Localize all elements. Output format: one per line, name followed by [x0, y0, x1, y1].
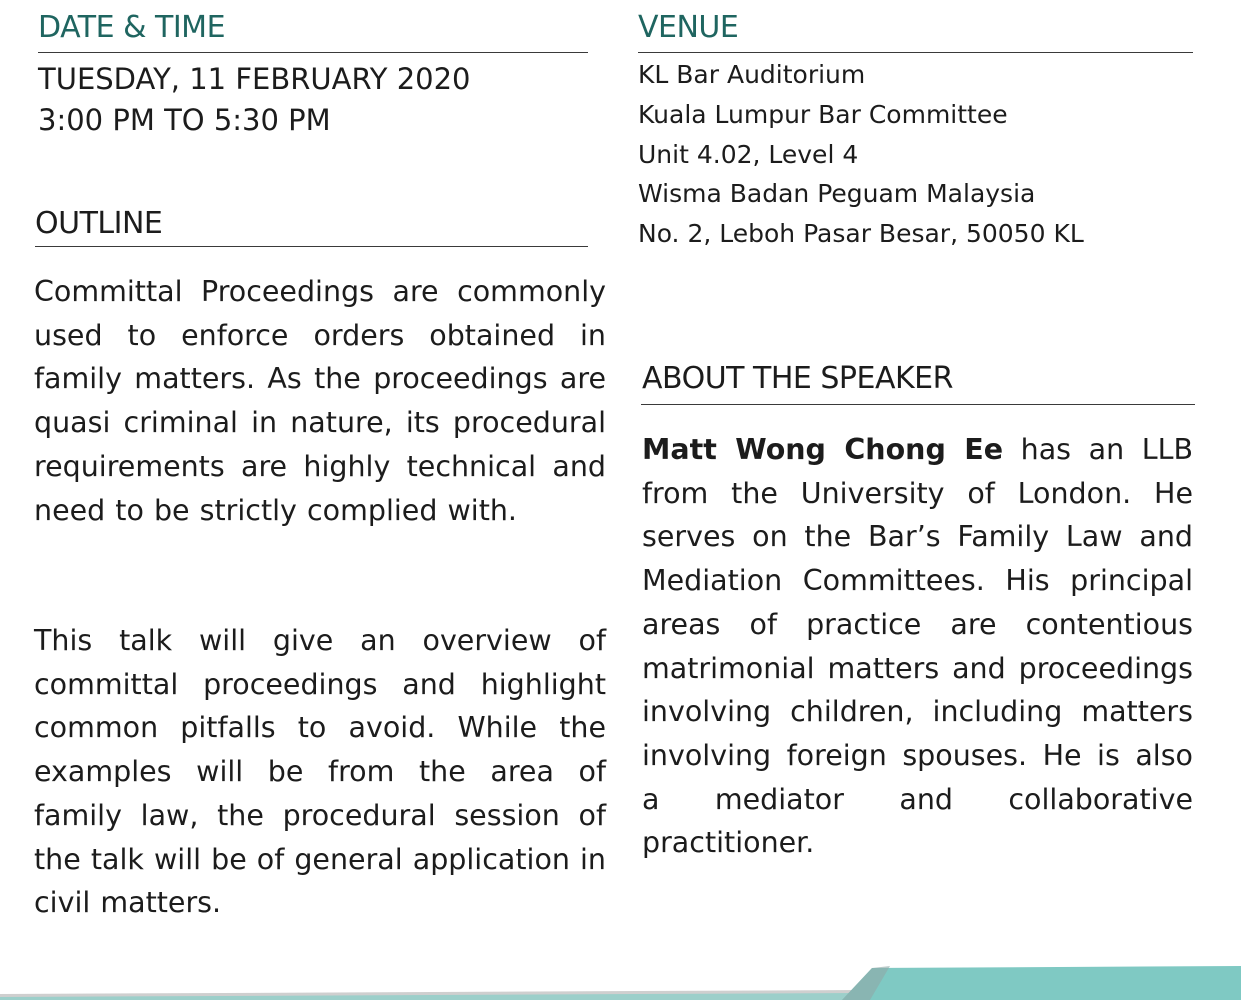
- date-time-rule: [38, 52, 588, 53]
- footer-shapes: [0, 960, 1241, 1000]
- event-date: TUESDAY, 11 FEBRUARY 2020: [38, 62, 471, 96]
- outline-rule: [35, 246, 588, 247]
- outline-heading: OUTLINE: [35, 206, 163, 241]
- venue-line: Unit 4.02, Level 4: [638, 140, 859, 169]
- speaker-bio: [642, 428, 1193, 865]
- speaker-bio-text: has an LLB from the University of London. He serves on the Bar’s Family Law and Mediation Committees. His principal areas of practice are contentious matrimonial matters and proceedings involving children, including matters involving foreign spouses. He is also a mediator and collaborative practitioner.: [642, 433, 1193, 860]
- venue-line: KL Bar Auditorium: [638, 60, 866, 89]
- footer-teal-wedge: [842, 966, 1241, 1000]
- date-time-heading: DATE & TIME: [38, 10, 226, 45]
- venue-rule: [638, 52, 1193, 53]
- venue-line: No. 2, Leboh Pasar Besar, 50050 KL: [638, 219, 1084, 248]
- venue-line: Kuala Lumpur Bar Committee: [638, 100, 1008, 129]
- outline-paragraph-1: Committal Proceedings are commonly used to enforce orders obtained in family matters. As the proceedings are quasi criminal in nature, its procedural requirements are highly technical and need to be strictly complied with.: [34, 275, 606, 527]
- speaker-rule: [641, 404, 1195, 405]
- venue-heading: VENUE: [638, 10, 739, 45]
- footer-decoration: [0, 960, 1241, 1000]
- venue-line: Wisma Badan Peguam Malaysia: [638, 179, 1036, 208]
- speaker-name: Matt Wong Chong Ee: [642, 433, 1004, 466]
- event-time: 3:00 PM TO 5:30 PM: [38, 103, 331, 137]
- outline-paragraph-2: This talk will give an overview of committal proceedings and highlight common pitfalls to avoid. While the examples will be from the area of family law, the procedural session of the talk will be of general application in civil matters.: [34, 624, 606, 920]
- speaker-heading: ABOUT THE SPEAKER: [642, 361, 953, 396]
